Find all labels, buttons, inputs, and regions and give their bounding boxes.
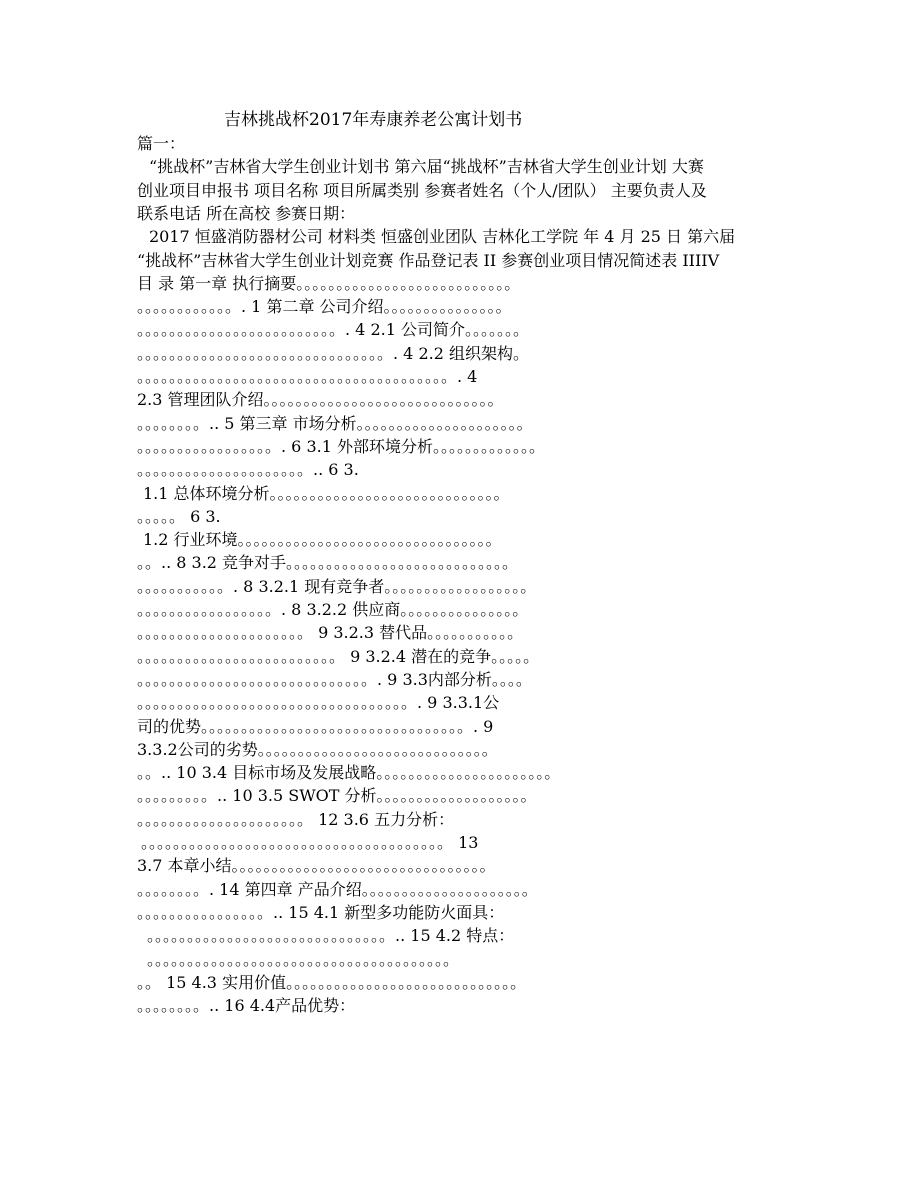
text-line: 1.1 总体环境分析。。。。。。。。。。。。。。。。。。。。。。。。。。。。。 bbox=[143, 484, 510, 503]
document-title: 吉林挑战杯2017年寿康养老公寓计划书 bbox=[224, 110, 523, 130]
text-line: “挑战杯”吉林省大学生创业计划竞赛 作品登记表 II 参赛创业项目情况简述表 IIIIV bbox=[137, 251, 720, 270]
text-line: 。。。。。。。。.. 5 第三章 市场分析。。。。。。。。。。。。。。。。。。。。。 bbox=[137, 414, 533, 433]
text-line: 。。。。。。。。.. 16 4.4产品优势： bbox=[137, 996, 356, 1015]
text-line: 。。。。。。。。。。。。。。。。。。。。。。。。。 9 3.2.4 潜在的竞争。。。。。 bbox=[137, 647, 540, 666]
text-line: “挑战杯”吉林省大学生创业计划书 第六届“挑战杯”吉林省大学生创业计划 大赛 bbox=[149, 157, 704, 176]
text-line: 。。。。。。。。。。。。。。。。。. 8 3.2.2 供应商。。。。。。。。。。。。。。。 bbox=[137, 600, 529, 619]
text-line: 。。。。。。。。。。。。。。。。。。。。。 9 3.2.3 替代品。。。。。。。。。。。 bbox=[137, 623, 524, 642]
text-line: 1.2 行业环境。。。。。。。。。。。。。。。。。。。。。。。。。。。。。。。。 bbox=[143, 530, 502, 549]
text-line: 。。。。。。。。。。。。。。。。。。。。。.. 6 3. bbox=[137, 460, 359, 479]
text-line: 。。 15 4.3 实用价值。。。。。。。。。。。。。。。。。。。。。。。。。。。。。 bbox=[137, 973, 527, 992]
text-line: 。。。。。。。。。。。。。。。。。. 6 3.1 外部环境分析。。。。。。。。。。。。。 bbox=[137, 437, 545, 456]
text-line: 。。。。。 6 3. bbox=[137, 507, 221, 526]
text-line: 。。。。。。。。。。。。。。。。。。。。。。。。。。。。。。。。。。。。。。。. 4 bbox=[137, 367, 478, 386]
text-line: 。。。。。。。。。。。。。。。。。。。。。。。。。。。。。。。。。。。。。。 bbox=[147, 950, 460, 969]
text-line: 2017 恒盛消防器材公司 材料类 恒盛创业团队 吉林化工学院 年 4 月 25 日 第六届 bbox=[149, 227, 736, 246]
text-line: 。。。。。。。。。。。。。。。。。。。。。。。。。。。。。. 9 3.3内部分析。。。。 bbox=[137, 670, 532, 689]
text-line: 司的优势。。。。。。。。。。。。。。。。。。。。。。。。。。。。。。。。。. 9 bbox=[137, 717, 494, 736]
text-line: 目 录 第一章 执行摘要。。。。。。。。。。。。。。。。。。。。。。。。。。。 bbox=[137, 274, 521, 293]
text-line: 篇一： bbox=[137, 134, 186, 153]
text-line: 。。。。。。。。. 14 第四章 产品介绍。。。。。。。。。。。。。。。。。。。。。 bbox=[137, 880, 538, 899]
text-line: 。。。。。。。。。。。。。。。。。。。。。。。。。。。。。。。. 4 2.2 组织架构。 bbox=[137, 344, 529, 363]
text-line: 。。。。。。。。。.. 10 3.5 SWOT 分析。。。。。。。。。。。。。。。。。。。 bbox=[137, 786, 537, 805]
text-line: 。。.. 8 3.2 竞争对手。。。。。。。。。。。。。。。。。。。。。。。。。。。。 bbox=[137, 553, 519, 572]
text-line: 。。。。。。。。。。。。。。。。。。。。。。。。。。。。。。。。。。. 9 3.3.1公 bbox=[137, 693, 500, 712]
text-line: 创业项目申报书 项目名称 项目所属类别 参赛者姓名（个人/团队） 主要负责人及 bbox=[137, 181, 707, 200]
text-line: 。。。。。。。。。。。。。。。。。。。。。。。。。。。。。。.. 15 4.2 特点： bbox=[147, 926, 515, 945]
text-line: 。。。。。。。。。。。。。。。。。。。。。。。。。. 4 2.1 公司简介。。。。。。。 bbox=[137, 320, 529, 339]
text-line: 。。。。。。。。。。。。。。。。.. 15 4.1 新型多功能防火面具： bbox=[137, 903, 505, 922]
text-line: 。。。。。。。。。。。。。。。。。。。。。。。。。。。。。。。。。。。。。。 13 bbox=[141, 833, 479, 852]
text-line: 联系电话 所在高校 参赛日期： bbox=[137, 204, 356, 223]
text-line: 。。。。。。。。。。。. 8 3.2.1 现有竞争者。。。。。。。。。。。。。。。。。。 bbox=[137, 577, 537, 596]
text-line: 3.7 本章小结。。。。。。。。。。。。。。。。。。。。。。。。。。。。。。。。 bbox=[137, 856, 496, 875]
text-line: 。。。。。。。。。。。。. 1 第二章 公司介绍。。。。。。。。。。。。。。。 bbox=[137, 297, 512, 316]
text-line: 。。。。。。。。。。。。。。。。。。。。。 12 3.6 五力分析： bbox=[137, 810, 455, 829]
text-line: 。。.. 10 3.4 目标市场及发展战略。。。。。。。。。。。。。。。。。。。。。。 bbox=[137, 763, 561, 782]
text-line: 2.3 管理团队介绍。。。。。。。。。。。。。。。。。。。。。。。。。。。。。 bbox=[137, 390, 504, 409]
text-line: 3.3.2公司的劣势。。。。。。。。。。。。。。。。。。。。。。。。。。。。。 bbox=[137, 740, 498, 759]
